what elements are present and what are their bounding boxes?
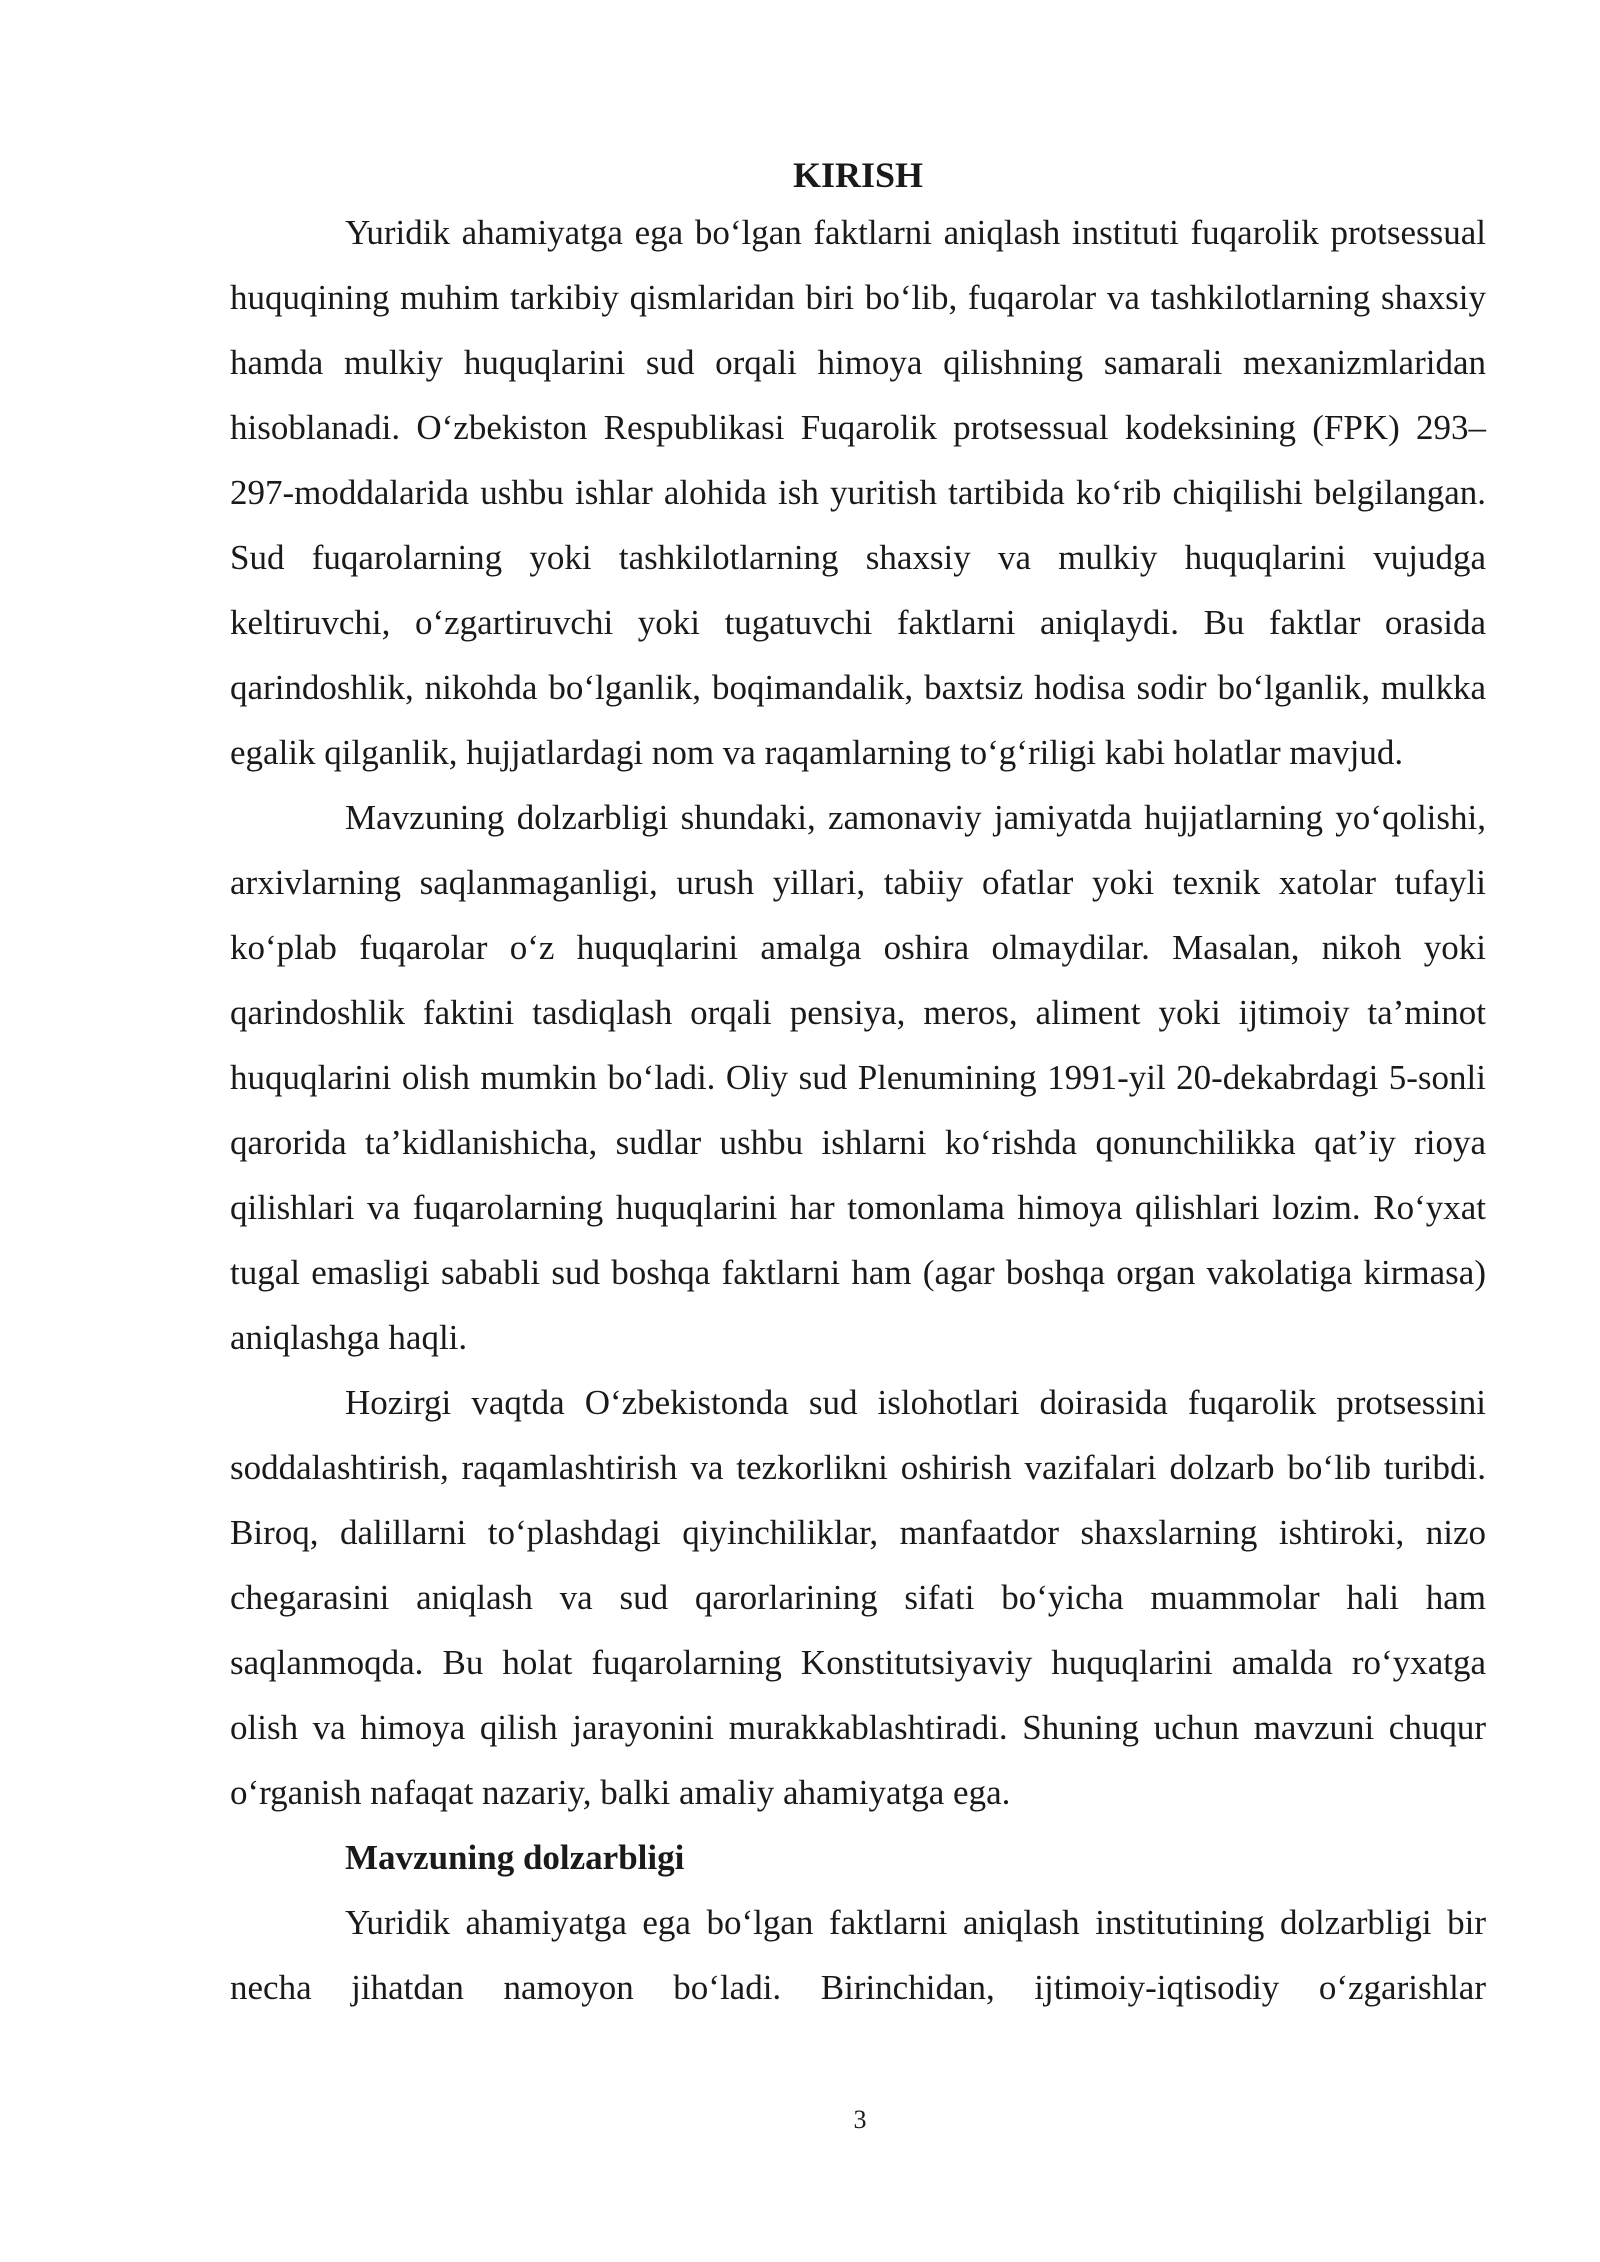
paragraph-1: Yuridik ahamiyatga ega bo‘lgan faktlarni aniqlash instituti fuqarolik protsessual huquqining muhim tarkibiy qismlaridan biri bo‘lib, fuqarolar va tashkilotlarning shaxsiy hamda mulkiy huquqlarini sud orqali himoya qilishning samarali mexanizmlaridan hisoblanadi. O‘zbekiston Respublikasi Fuqarolik protsessual kodeksining (FPK) 293–297-moddalarida ushbu ishlar alohida ish yuritish tartibida ko‘rib chiqilishi belgilangan. Sud fuqarolarning yoki tashkilotlarning shaxsiy va mulkiy huquqlarini vujudga keltiruvchi, o‘zgartiruvchi yoki tugatuvchi faktlarni aniqlaydi. Bu faktlar orasida qarindoshlik, nikohda bo‘lganlik, boqimandalik, baxtsiz hodisa sodir bo‘lganlik, mulkka egalik qilganlik, hujjatlardagi nom va raqamlarning to‘g‘riligi kabi holatlar mavjud. bbox=[230, 213, 1486, 772]
paragraph-4: Yuridik ahamiyatga ega bo‘lgan faktlarni aniqlash institutining dolzarbligi bir necha jihatdan namoyon bo‘ladi. Birinchidan, ijtimoiy-iqtisodiy o‘zgarishlar bbox=[230, 1903, 1486, 2007]
document-page bbox=[230, 150, 1486, 2020]
paragraph-2: Mavzuning dolzarbligi shundaki, zamonaviy jamiyatda hujjatlarning yo‘qolishi, arxivlarning saqlanmaganligi, urush yillari, tabiiy ofatlar yoki texnik xatolar tufayli ko‘plab fuqarolar o‘z huquqlarini amalga oshira olmaydilar. Masalan, nikoh yoki qarindoshlik faktini tasdiqlash orqali pensiya, meros, aliment yoki ijtimoiy ta’minot huquqlarini olish mumkin bo‘ladi. Oliy sud Plenumining 1991-yil 20-dekabrdagi 5-sonli qarorida ta’kidlanishicha, sudlar ushbu ishlarni ko‘rishda qonunchilikka qat’iy rioya qilishlari va fuqarolarning huquqlarini har tomonlama himoya qilishlari lozim. Ro‘yxat tugal emasligi sababli sud boshqa faktlarni ham (agar boshqa organ vakolatiga kirmasa) aniqlashga haqli. bbox=[230, 798, 1486, 1357]
paragraph-3: Hozirgi vaqtda O‘zbekistonda sud islohotlari doirasida fuqarolik protsessini soddalashtirish, raqamlashtirish va tezkorlikni oshirish vazifalari dolzarb bo‘lib turibdi. Biroq, dalillarni to‘plashdagi qiyinchiliklar, manfaatdor shaxslarning ishtiroki, nizo chegarasini aniqlash va sud qarorlarining sifati bo‘yicha muammolar hali ham saqlanmoqda. Bu holat fuqarolarning Konstitutsiyaviy huquqlarini amalda ro‘yxatga olish va himoya qilish jarayonini murakkablashtiradi. Shuning uchun mavzuni chuqur o‘rganish nafaqat nazariy, balki amaliy ahamiyatga ega. bbox=[230, 1383, 1486, 1812]
page-number: 3 bbox=[853, 2105, 867, 2134]
section-title: KIRISH bbox=[792, 155, 924, 195]
subheading: Mavzuning dolzarbligi bbox=[345, 1838, 685, 1877]
